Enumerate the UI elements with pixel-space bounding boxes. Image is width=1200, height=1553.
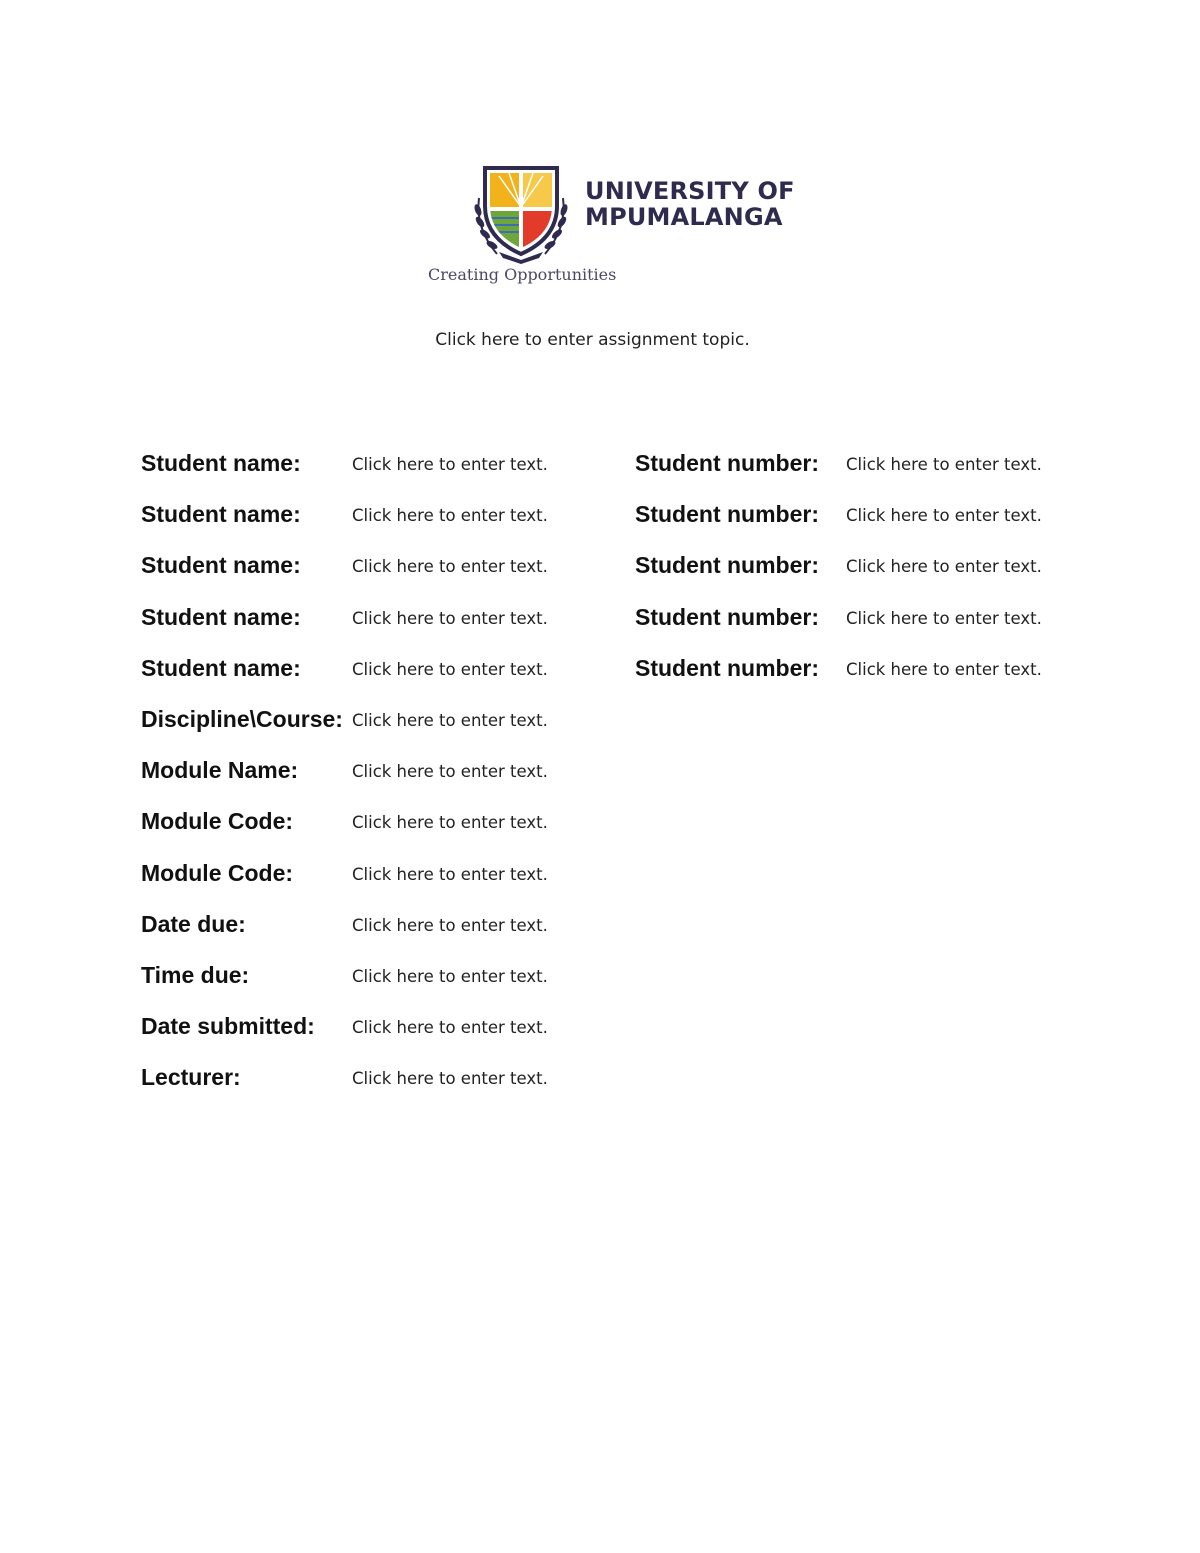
form-row bbox=[141, 653, 1141, 704]
text-entry-field[interactable]: Click here to enter text. bbox=[352, 813, 548, 833]
field-label: Date due: bbox=[141, 910, 246, 937]
text-entry-field[interactable]: Click here to enter text. bbox=[846, 455, 1042, 474]
form-row bbox=[141, 909, 1141, 960]
text-entry-field[interactable]: Click here to enter text. bbox=[352, 966, 548, 986]
cover-page-form bbox=[141, 448, 1141, 1113]
university-name-line2: MPUMALANGA bbox=[585, 203, 783, 231]
text-entry-field[interactable]: Click here to enter text. bbox=[352, 659, 548, 679]
field-label: Date submitted: bbox=[141, 1013, 315, 1040]
field-label: Student number: bbox=[635, 603, 819, 630]
form-row bbox=[141, 550, 1141, 601]
university-name-line1: UNIVERSITY OF bbox=[585, 177, 795, 205]
text-entry-field[interactable]: Click here to enter text. bbox=[352, 915, 548, 935]
field-label: Student number: bbox=[635, 654, 819, 681]
university-tagline: Creating Opportunities bbox=[428, 265, 617, 284]
form-row bbox=[141, 960, 1141, 1011]
text-entry-field[interactable]: Click here to enter text. bbox=[846, 557, 1042, 577]
form-row bbox=[141, 1062, 1141, 1113]
text-entry-field[interactable]: Click here to enter text. bbox=[846, 506, 1042, 526]
form-row bbox=[141, 448, 1141, 499]
form-row bbox=[141, 755, 1141, 806]
university-crest-icon bbox=[469, 158, 573, 264]
form-row bbox=[141, 499, 1141, 550]
text-entry-field[interactable]: Click here to enter text. bbox=[352, 1018, 548, 1038]
text-entry-field[interactable]: Click here to enter text. bbox=[352, 864, 548, 884]
field-label: Student number: bbox=[635, 450, 819, 476]
field-label: Student number: bbox=[635, 501, 819, 528]
field-label: Student number: bbox=[635, 552, 819, 579]
form-row bbox=[141, 704, 1141, 755]
form-row bbox=[141, 1011, 1141, 1062]
field-label: Module Code: bbox=[141, 859, 294, 886]
text-entry-field[interactable]: Click here to enter text. bbox=[352, 608, 548, 628]
field-label: Module Code: bbox=[141, 808, 294, 835]
assignment-topic-field[interactable]: Click here to enter assignment topic. bbox=[435, 330, 750, 350]
text-entry-field[interactable]: Click here to enter text. bbox=[352, 762, 548, 782]
form-row bbox=[141, 858, 1141, 909]
field-label: Student name: bbox=[141, 450, 301, 476]
field-label: Lecturer: bbox=[141, 1064, 241, 1091]
form-row bbox=[141, 806, 1141, 857]
field-label: Student name: bbox=[141, 501, 301, 528]
field-label: Student name: bbox=[141, 603, 301, 630]
text-entry-field[interactable]: Click here to enter text. bbox=[352, 506, 548, 526]
field-label: Student name: bbox=[141, 654, 301, 681]
field-label: Discipline\Course: bbox=[141, 705, 343, 732]
text-entry-field[interactable]: Click here to enter text. bbox=[352, 1069, 548, 1089]
text-entry-field[interactable]: Click here to enter text. bbox=[352, 455, 548, 474]
text-entry-field[interactable]: Click here to enter text. bbox=[352, 710, 548, 730]
text-entry-field[interactable]: Click here to enter text. bbox=[352, 557, 548, 577]
field-label: Student name: bbox=[141, 552, 301, 579]
form-row bbox=[141, 602, 1141, 653]
text-entry-field[interactable]: Click here to enter text. bbox=[846, 659, 1042, 679]
university-name bbox=[585, 178, 795, 230]
university-logo bbox=[425, 158, 795, 293]
text-entry-field[interactable]: Click here to enter text. bbox=[846, 608, 1042, 628]
field-label: Module Name: bbox=[141, 757, 299, 784]
field-label: Time due: bbox=[141, 961, 250, 988]
